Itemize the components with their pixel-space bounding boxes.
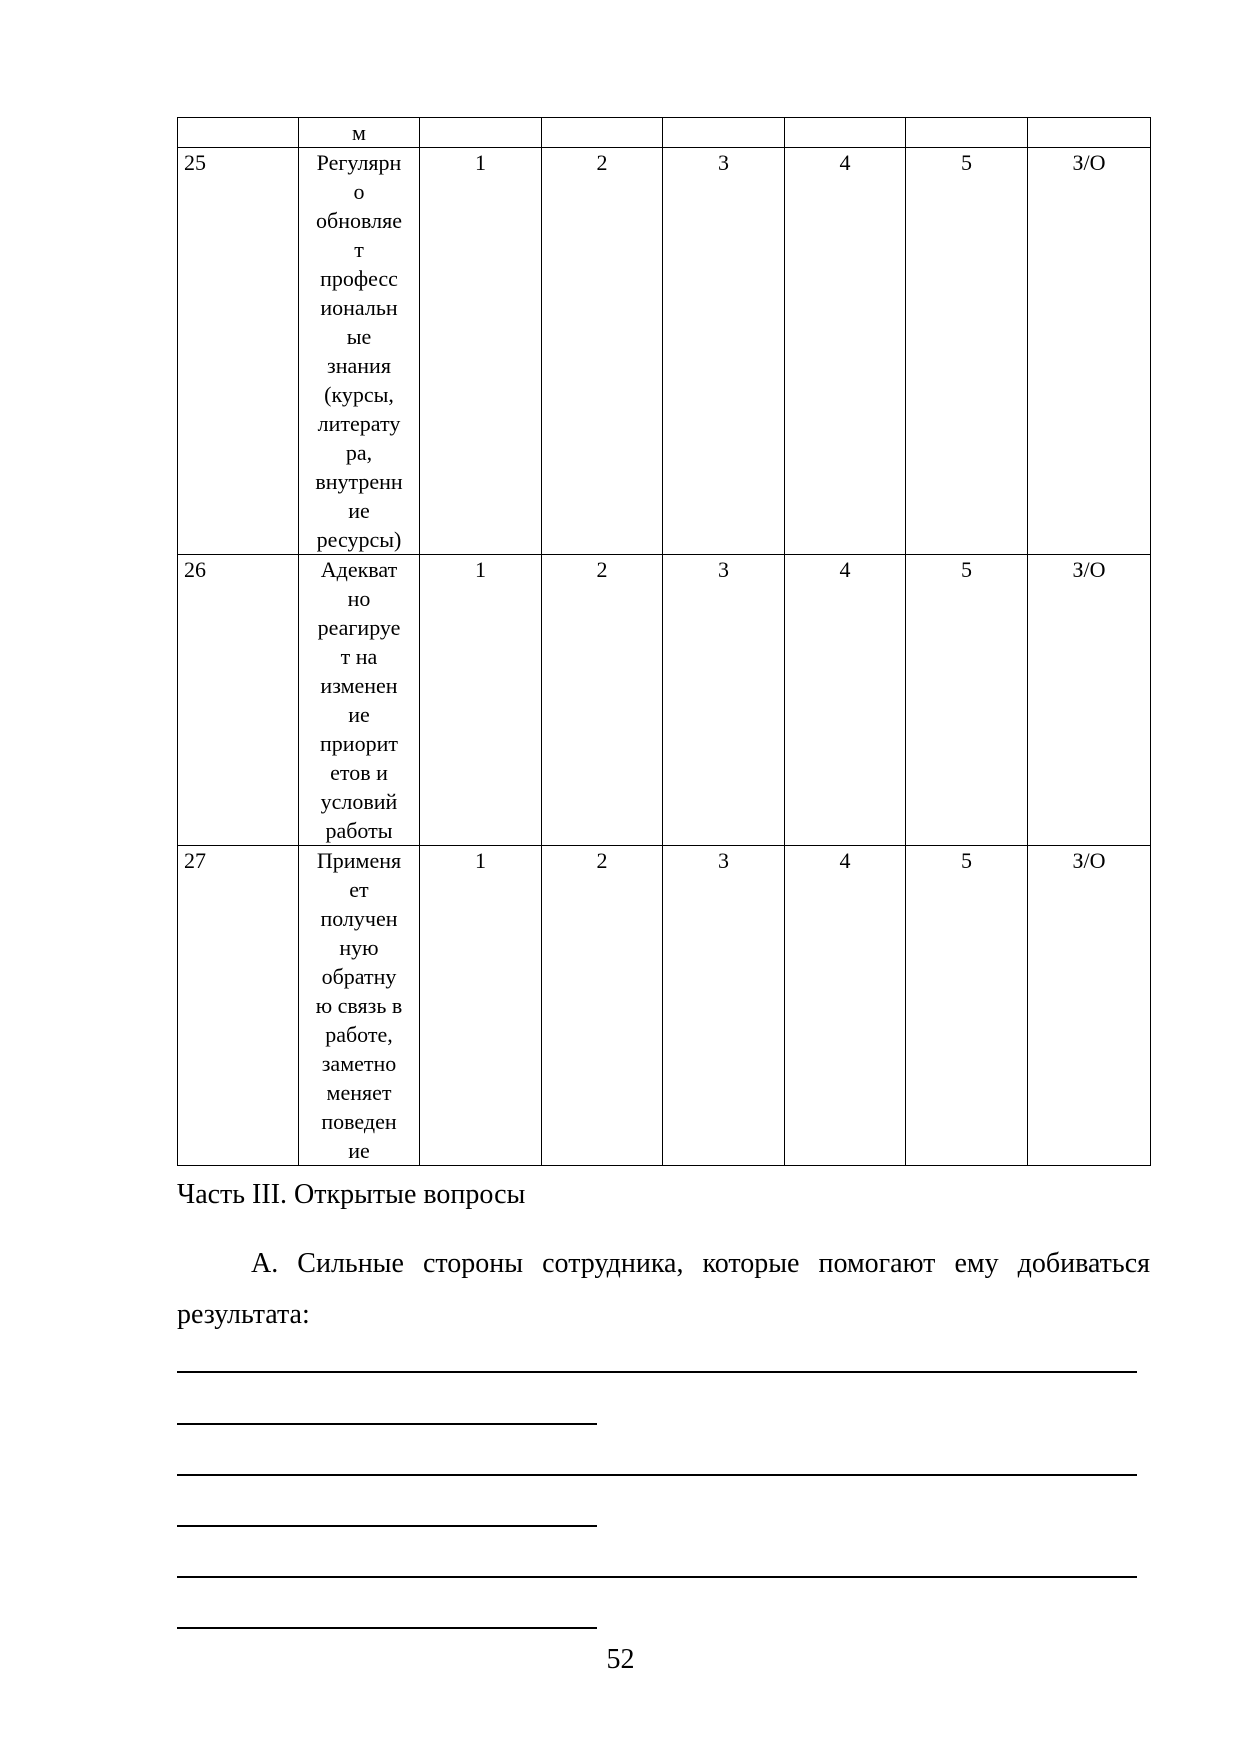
description-line: приорит (320, 731, 398, 756)
description-line: т на (340, 644, 378, 669)
score-option-5: 5 (906, 846, 1028, 1166)
answer-line (177, 1474, 1137, 1476)
score-option-3: 3 (663, 555, 785, 846)
score-option-3: 3 (663, 148, 785, 555)
description-line: ие (348, 702, 370, 727)
score-option-4: 4 (785, 555, 906, 846)
description-line: ю связь в (315, 993, 403, 1018)
description-line: етов и (330, 760, 388, 785)
description-line: обратну (321, 964, 397, 989)
row-description (299, 148, 420, 555)
score-option-1: 1 (420, 555, 542, 846)
description-line: знания (327, 353, 391, 378)
section-heading: Часть III. Открытые вопросы (177, 1179, 526, 1210)
score-option-na: З/О (1028, 555, 1151, 846)
row-number: 27 (178, 846, 299, 1166)
description-line: работе, (325, 1022, 393, 1047)
description-line: литерату (317, 411, 401, 436)
description-line: Регулярн (316, 150, 402, 175)
score-option-1: 1 (420, 148, 542, 555)
description-line: заметно (321, 1051, 397, 1076)
description-line: ие (348, 498, 370, 523)
description-line: обновляе (316, 208, 402, 233)
description-line: ет (349, 877, 369, 902)
table-cell (542, 118, 663, 148)
page-number: 52 (606, 1644, 635, 1675)
row-description (299, 555, 420, 846)
description-line: ие (348, 1138, 370, 1163)
table-cell (906, 118, 1028, 148)
description-line: внутренн (315, 469, 403, 494)
score-option-na: З/О (1028, 148, 1151, 555)
description-line: получен (320, 906, 398, 931)
description-line: ые (346, 324, 372, 349)
description-line: т (354, 237, 364, 262)
assessment-table (177, 117, 1151, 1166)
score-option-2: 2 (542, 846, 663, 1166)
description-line: Адекват (320, 557, 398, 582)
description-line: иональн (320, 295, 398, 320)
table-row-continuation (178, 118, 1151, 148)
table-row (178, 846, 1151, 1166)
score-option-na: З/О (1028, 846, 1151, 1166)
description-line: о (353, 179, 365, 204)
answer-line (177, 1371, 1137, 1373)
answer-line (177, 1627, 597, 1629)
table-cell (178, 118, 299, 148)
description-line: (курсы, (324, 382, 394, 407)
score-option-4: 4 (785, 846, 906, 1166)
description-line: меняет (326, 1080, 392, 1105)
description-line: реагируе (317, 615, 401, 640)
description-line: поведен (321, 1109, 397, 1134)
continuation-text: м (299, 118, 420, 148)
description-line: изменен (320, 673, 398, 698)
table-row (178, 555, 1151, 846)
answer-line (177, 1576, 1137, 1578)
description-line: условий (320, 789, 398, 814)
score-option-2: 2 (542, 555, 663, 846)
score-option-2: 2 (542, 148, 663, 555)
row-description (299, 846, 420, 1166)
description-line: ресурсы) (316, 527, 402, 552)
table-cell (420, 118, 542, 148)
row-number: 25 (178, 148, 299, 555)
description-line: но (347, 586, 371, 611)
score-option-4: 4 (785, 148, 906, 555)
table-cell (1028, 118, 1151, 148)
question-a: А. Сильные стороны сотрудника, которые помогают ему добиваться результата: (177, 1248, 1150, 1330)
answer-line (177, 1525, 597, 1527)
description-line: професс (320, 266, 398, 291)
description-line: ную (339, 935, 379, 960)
table-cell (785, 118, 906, 148)
table-row (178, 148, 1151, 555)
score-option-5: 5 (906, 555, 1028, 846)
score-option-1: 1 (420, 846, 542, 1166)
description-line: ра, (345, 440, 373, 465)
score-option-3: 3 (663, 846, 785, 1166)
score-option-5: 5 (906, 148, 1028, 555)
row-number: 26 (178, 555, 299, 846)
table-cell (663, 118, 785, 148)
description-line: работы (325, 818, 393, 843)
answer-line (177, 1423, 597, 1425)
description-line: Применя (316, 848, 402, 873)
